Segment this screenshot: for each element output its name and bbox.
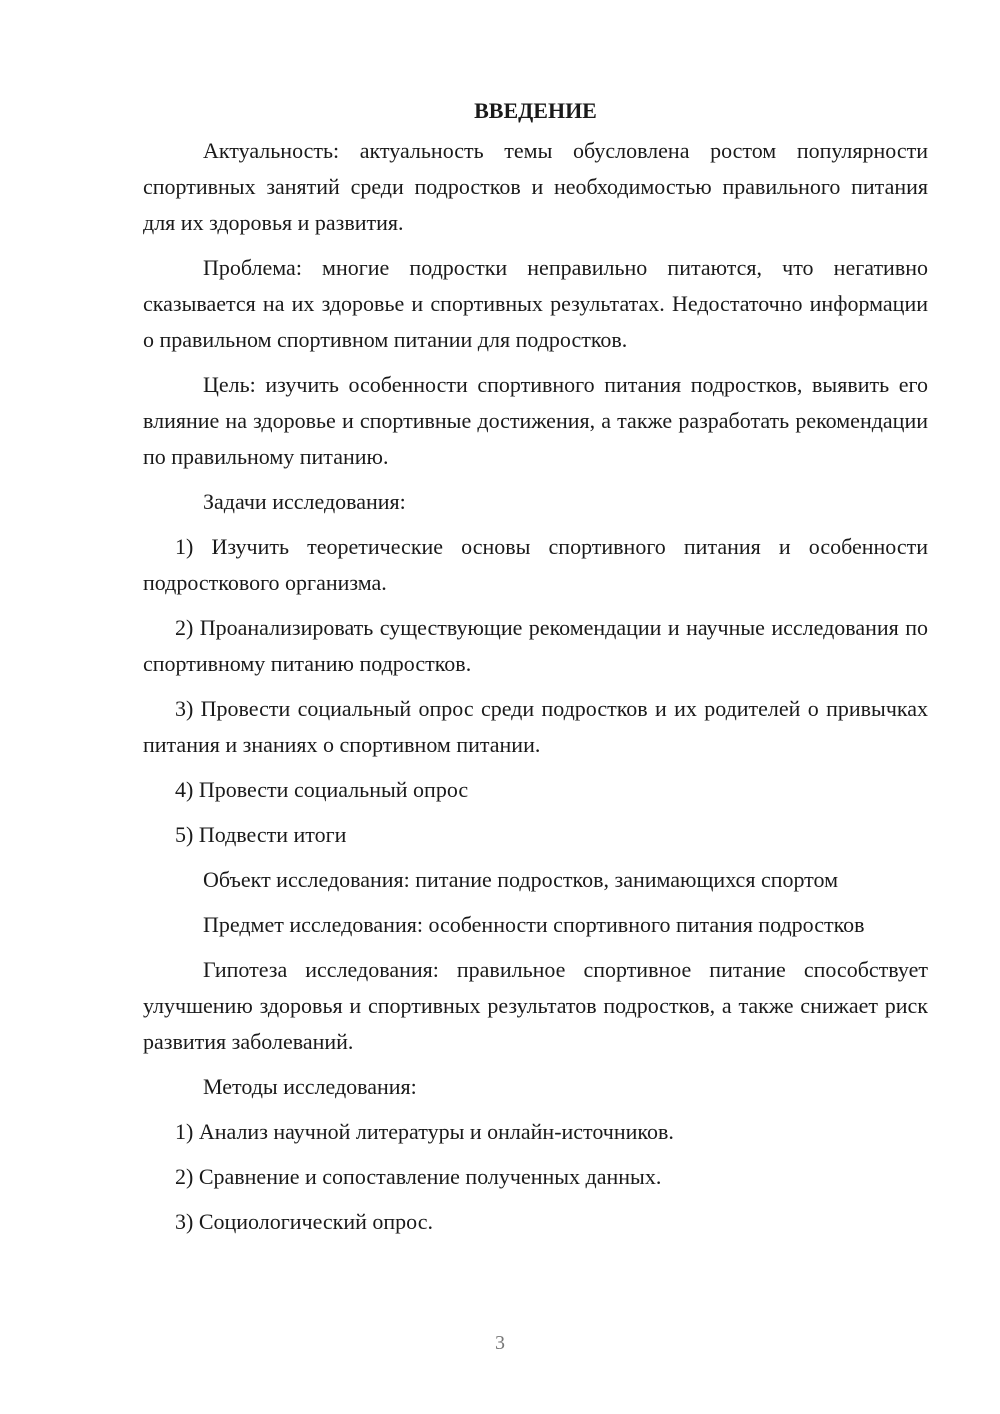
task-item-4: 4) Провести социальный опрос xyxy=(175,777,469,802)
methods-heading: Методы исследования: xyxy=(203,1074,417,1099)
section-title: ВВЕДЕНИЕ xyxy=(474,98,597,123)
page-content xyxy=(143,93,928,1249)
task-item-5: 5) Подвести итоги xyxy=(175,822,347,847)
task-item-1: 1) Изучить теоретические основы спортивного питания и особенности подросткового организма. xyxy=(143,534,928,595)
object-paragraph: Объект исследования: питание подростков, занимающихся спортом xyxy=(203,867,839,892)
task-item-2: 2) Проанализировать существующие рекомендации и научные исследования по спортивному питанию подростков. xyxy=(143,615,928,676)
page-number: 3 xyxy=(495,1332,505,1354)
problem-paragraph: Проблема: многие подростки неправильно питаются, что негативно сказывается на их здоровье и спортивных результатах. Недостаточно информации о правильном спортивном питании для подростков. xyxy=(143,255,928,352)
method-item-1: 1) Анализ научной литературы и онлайн-источников. xyxy=(175,1119,674,1144)
method-item-2: 2) Сравнение и сопоставление полученных данных. xyxy=(175,1164,662,1189)
method-item-3: 3) Социологический опрос. xyxy=(175,1209,433,1234)
goal-paragraph: Цель: изучить особенности спортивного питания подростков, выявить его влияние на здоровье и спортивные достижения, а также разработать рекомендации по правильному питанию. xyxy=(143,372,928,469)
relevance-paragraph: Актуальность: актуальность темы обусловлена ростом популярности спортивных занятий среди подростков и необходимостью правильного питания для их здоровья и развития. xyxy=(143,138,928,235)
task-item-3: 3) Провести социальный опрос среди подростков и их родителей о привычках питания и знаниях о спортивном питании. xyxy=(143,696,928,757)
hypothesis-paragraph: Гипотеза исследования: правильное спортивное питание способствует улучшению здоровья и спортивных результатов подростков, а также снижает риск развития заболеваний. xyxy=(143,957,928,1054)
tasks-heading: Задачи исследования: xyxy=(203,489,406,514)
subject-paragraph: Предмет исследования: особенности спортивного питания подростков xyxy=(203,912,865,937)
